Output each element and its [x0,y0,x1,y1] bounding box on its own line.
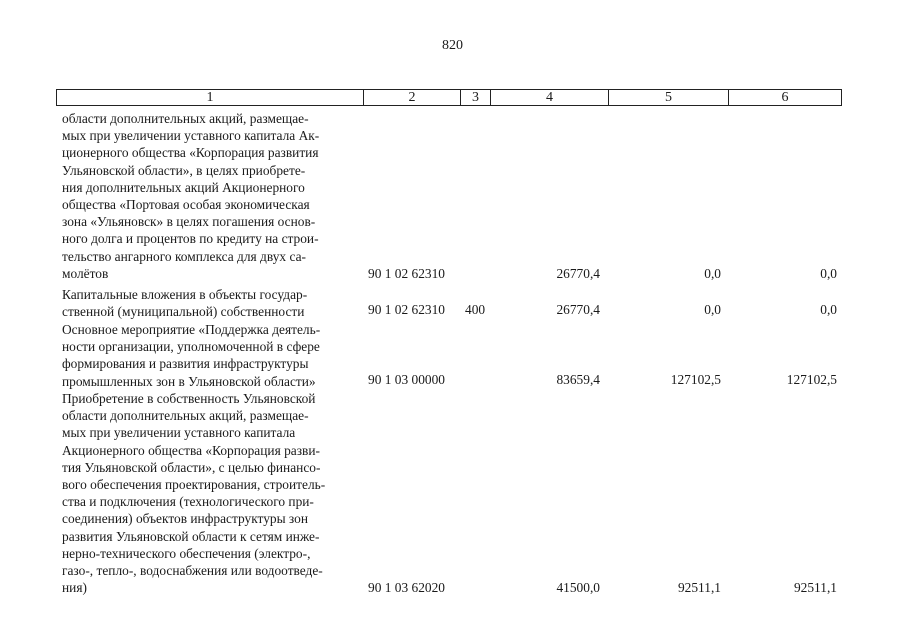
row-value-col5: 92511,1 [677,580,721,595]
header-col-2: 2 [364,90,461,105]
row-code: 90 1 02 62310 [368,302,445,317]
row-description: Приобретение в собственность Ульяновской области дополнительных акций, размещае- мых при увеличении уставного капитала Акционерного общества «Корпорация разви- тия Ульяновской области», с целью финансо- вого обеспечения проектирования, строитель- ства и подключения (технологического при- соединения) объектов инфраструктуры зон развития Ульяновской области к сетям инже- нерно-технического обеспечения (электро-, газо-, тепло-, водоснабжения или водоотведе- ния) [62,391,326,596]
row-value-col6: 92511,1 [793,580,837,595]
row-value-col6: 127102,5 [786,372,837,387]
row-value-col5: 0,0 [704,266,721,281]
header-col-5: 5 [609,90,729,105]
page-number: 820 [442,38,463,53]
row-code: 90 1 03 62020 [368,580,445,595]
header-col-1: 1 [57,90,364,105]
table-header-row [56,89,842,106]
row-value-col6: 0,0 [820,302,837,317]
row-description: области дополнительных акций, размещае- мых при увеличении уставного капитала Ак- ционерного общества «Корпорация развития Ульяновской области», в целях приобрете- ния дополнительных акций Акционерного общества «Портовая особая экономическая зона «Ульяновск» в целях погашения основ- ного долга и процентов по кредиту на строи- тельство ангарного комплекса для двух са- молётов [62,111,320,281]
row-description: Основное мероприятие «Поддержка деятель- ности организации, уполномоченной в сфере формирования и развития инфраструктуры промышленных зон в Ульяновской области» [62,322,321,389]
header-col-6: 6 [781,90,789,105]
header-col-4: 4 [491,90,609,105]
header-col-3: 3 [461,90,491,105]
row-value-col4: 41500,0 [556,580,600,595]
row-value-col4: 83659,4 [556,372,600,387]
row-value-col6: 0,0 [820,266,837,281]
row-value-col5: 127102,5 [670,372,721,387]
row-expense-type: 400 [465,302,486,317]
row-code: 90 1 02 62310 [368,266,445,281]
row-code: 90 1 03 00000 [368,372,445,387]
row-description: Капитальные вложения в объекты государ- ственной (муниципальной) собственности [62,287,308,320]
row-value-col4: 26770,4 [556,302,600,317]
row-value-col5: 0,0 [704,302,721,317]
row-value-col4: 26770,4 [556,266,600,281]
